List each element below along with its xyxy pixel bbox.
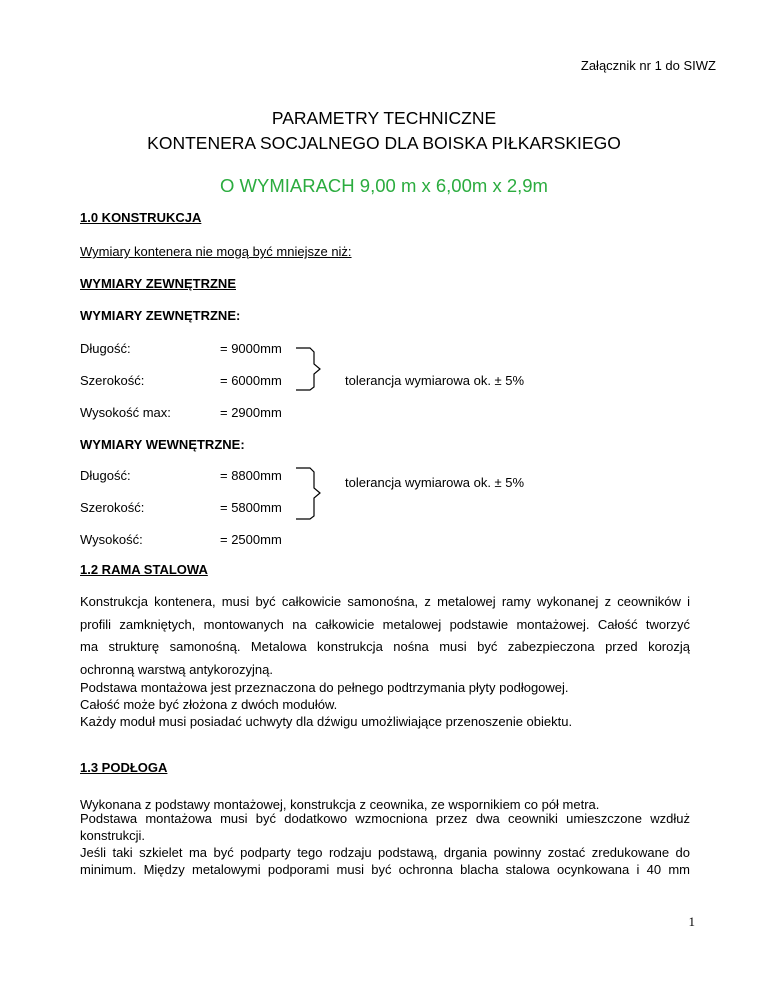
section-heading-floor: 1.3 PODŁOGA (80, 760, 168, 775)
internal-length-value: = 8800mm (220, 468, 282, 483)
section-heading-steel-frame: 1.2 RAMA STALOWA (80, 562, 208, 577)
floor-line: Podstawa montażowa musi być dodatkowo wzmocniona przez dwa ceowniki umieszczone wzdłuż (80, 811, 690, 826)
floor-line: Wykonana z podstawy montażowej, konstrukcja z ceownika, ze wspornikiem co pół metra. (80, 797, 600, 812)
external-dimensions-heading-underlined: WYMIARY ZEWNĘTRZNE (80, 276, 236, 291)
steel-frame-line: ochronną warstwą antykorozyjną. (80, 661, 273, 677)
floor-line: Jeśli taki szkielet ma być podparty tego rodzaju podstawą, drgania powinny zostać zredukowane do (80, 845, 690, 860)
annex-reference: Załącznik nr 1 do SIWZ (580, 58, 716, 73)
page-number: 1 (688, 914, 695, 929)
dimensions-subtitle: O WYMIARACH 9,00 m x 6,00m x 2,9m (220, 175, 548, 196)
steel-frame-line: Każdy moduł musi posiadać uchwyty dla dźwigu umożliwiające przenoszenie obiektu. (80, 714, 573, 729)
external-length-label: Długość: (80, 341, 131, 356)
document-title-line-2: KONTENERA SOCJALNEGO DLA BOISKA PIŁKARSKIEGO (147, 133, 621, 153)
internal-width-value: = 5800mm (220, 500, 282, 515)
external-length-value: = 9000mm (220, 341, 282, 356)
internal-tolerance: tolerancja wymiarowa ok. ± 5% (345, 475, 525, 490)
external-width-label: Szerokość: (80, 373, 145, 388)
external-tolerance-brace (296, 344, 336, 392)
construction-intro: Wymiary kontenera nie mogą być mniejsze niż: (80, 244, 352, 259)
internal-height-label: Wysokość: (80, 532, 143, 547)
document-title-line-1: PARAMETRY TECHNICZNE (271, 108, 497, 128)
internal-tolerance-brace (296, 464, 336, 524)
external-height-value: = 2900mm (220, 405, 282, 420)
internal-width-label: Szerokość: (80, 500, 145, 515)
steel-frame-line: profili zamkniętych, montowanych na całkowicie metalowej podstawie montażowej. Całość tworzyć (80, 616, 690, 632)
steel-frame-paragraph-justified (80, 591, 690, 681)
external-dimensions-heading: WYMIARY ZEWNĘTRZNE: (80, 308, 241, 323)
floor-paragraph-justified (80, 810, 690, 878)
steel-frame-line: Podstawa montażowa jest przeznaczona do pełnego podtrzymania płyty podłogowej. (80, 680, 569, 695)
steel-frame-line: Konstrukcja kontenera, musi być całkowicie samonośna, z metalowej ramy wykonanej z ceowników i (80, 594, 690, 609)
steel-frame-line: ma strukturę samonośną. Metalowa konstrukcja nośna musi być zabezpieczona przed korozją (80, 639, 690, 654)
external-tolerance: tolerancja wymiarowa ok. ± 5% (345, 373, 525, 388)
floor-line: konstrukcji. (80, 828, 146, 843)
external-height-label: Wysokość max: (80, 405, 171, 420)
internal-height-value: = 2500mm (220, 532, 282, 547)
internal-dimensions-heading: WYMIARY WEWNĘTRZNE: (80, 437, 245, 452)
external-width-value: = 6000mm (220, 373, 282, 388)
floor-line: minimum. Między metalowymi podporami musi być ochronna blacha stalowa ocynkowana i 40 mm (80, 862, 690, 877)
steel-frame-line: Całość może być złożona z dwóch modułów. (80, 697, 338, 712)
internal-length-label: Długość: (80, 468, 131, 483)
section-heading-construction: 1.0 KONSTRUKCJA (80, 210, 202, 225)
